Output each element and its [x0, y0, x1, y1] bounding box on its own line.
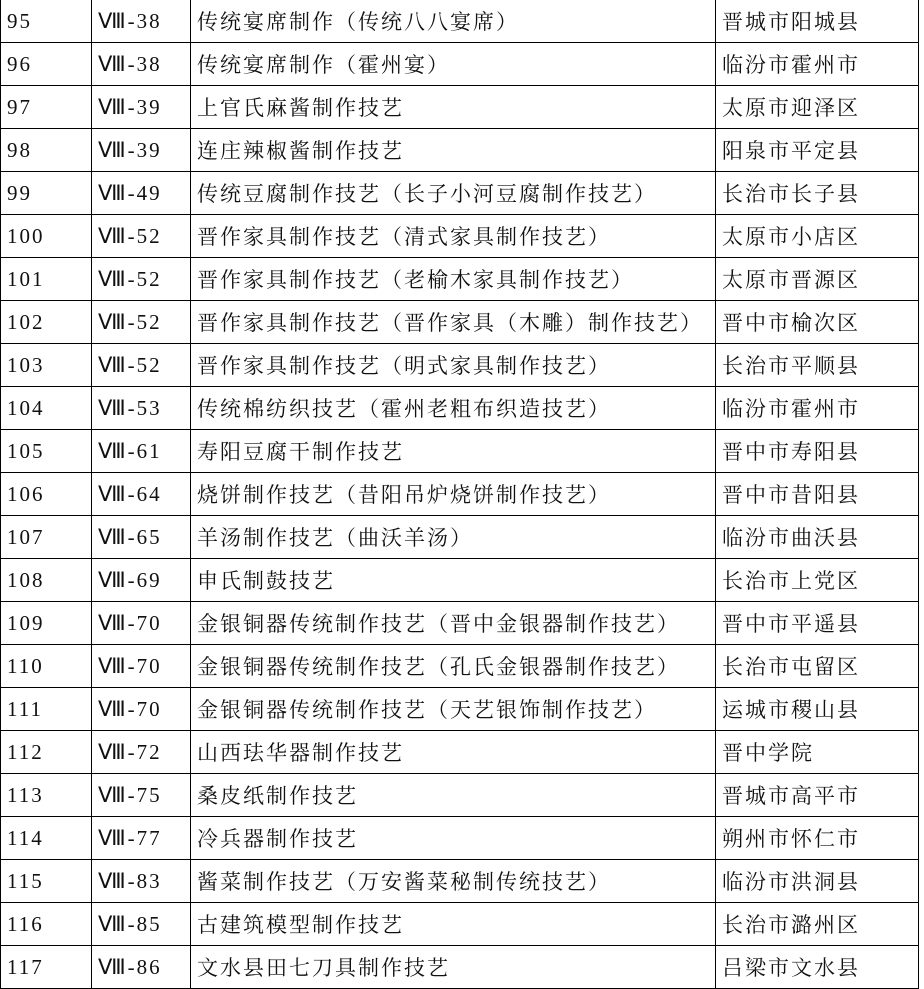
table-row: [1, 559, 919, 602]
table-row: [1, 817, 919, 860]
cell-project-name: 晋作家具制作技艺（老榆木家具制作技艺）: [191, 258, 716, 301]
cell-serial-number: 104: [1, 387, 92, 430]
cell-serial-number: 105: [1, 430, 92, 473]
cell-serial-number: 97: [1, 86, 92, 129]
cell-applicant-region: 临汾市洪洞县: [716, 860, 919, 903]
cell-project-code: Ⅷ-65: [92, 516, 191, 559]
cell-project-code: Ⅷ-53: [92, 387, 191, 430]
cell-serial-number: 95: [1, 0, 92, 43]
cell-project-code: Ⅷ-70: [92, 602, 191, 645]
cell-project-name: 寿阳豆腐干制作技艺: [191, 430, 716, 473]
cell-applicant-region: 晋中市寿阳县: [716, 430, 919, 473]
cell-serial-number: 115: [1, 860, 92, 903]
cell-project-name: 传统宴席制作（传统八八宴席）: [191, 0, 716, 43]
cell-applicant-region: 晋中市榆次区: [716, 301, 919, 344]
cell-project-code: Ⅷ-69: [92, 559, 191, 602]
cell-applicant-region: 晋中市平遥县: [716, 602, 919, 645]
cell-project-code: Ⅷ-70: [92, 645, 191, 688]
cell-project-code: Ⅷ-75: [92, 774, 191, 817]
cell-applicant-region: 吕梁市文水县: [716, 946, 919, 989]
cell-applicant-region: 朔州市怀仁市: [716, 817, 919, 860]
cell-project-name: 冷兵器制作技艺: [191, 817, 716, 860]
table-row: [1, 86, 919, 129]
cell-project-code: Ⅷ-64: [92, 473, 191, 516]
cell-applicant-region: 长治市潞州区: [716, 903, 919, 946]
cell-project-code: Ⅷ-86: [92, 946, 191, 989]
cell-applicant-region: 临汾市曲沃县: [716, 516, 919, 559]
cell-applicant-region: 运城市稷山县: [716, 688, 919, 731]
cell-project-name: 传统宴席制作（霍州宴）: [191, 43, 716, 86]
cell-applicant-region: 长治市屯留区: [716, 645, 919, 688]
cell-project-name: 金银铜器传统制作技艺（孔氏金银器制作技艺）: [191, 645, 716, 688]
table-row: [1, 473, 919, 516]
table-row: [1, 0, 919, 43]
cell-project-name: 金银铜器传统制作技艺（晋中金银器制作技艺）: [191, 602, 716, 645]
cell-project-code: Ⅷ-49: [92, 172, 191, 215]
cell-project-name: 文水县田七刀具制作技艺: [191, 946, 716, 989]
cell-applicant-region: 晋城市阳城县: [716, 0, 919, 43]
cell-applicant-region: 长治市长子县: [716, 172, 919, 215]
cell-project-code: Ⅷ-52: [92, 258, 191, 301]
cell-serial-number: 108: [1, 559, 92, 602]
cell-applicant-region: 长治市上党区: [716, 559, 919, 602]
cell-serial-number: 116: [1, 903, 92, 946]
table-body: [1, 0, 919, 989]
table-row: [1, 602, 919, 645]
cell-project-name: 传统棉纺织技艺（霍州老粗布织造技艺）: [191, 387, 716, 430]
cell-project-code: Ⅷ-77: [92, 817, 191, 860]
cell-project-name: 酱菜制作技艺（万安酱菜秘制传统技艺）: [191, 860, 716, 903]
table-row: [1, 430, 919, 473]
table-row: [1, 645, 919, 688]
table-row: [1, 774, 919, 817]
cell-project-code: Ⅷ-72: [92, 731, 191, 774]
cell-project-name: 晋作家具制作技艺（晋作家具（木雕）制作技艺）: [191, 301, 716, 344]
table-row: [1, 215, 919, 258]
cell-project-name: 上官氏麻酱制作技艺: [191, 86, 716, 129]
cell-applicant-region: 长治市平顺县: [716, 344, 919, 387]
cell-project-name: 烧饼制作技艺（昔阳吊炉烧饼制作技艺）: [191, 473, 716, 516]
cell-project-code: Ⅷ-70: [92, 688, 191, 731]
cell-project-code: Ⅷ-61: [92, 430, 191, 473]
cell-serial-number: 100: [1, 215, 92, 258]
cell-serial-number: 98: [1, 129, 92, 172]
cell-serial-number: 114: [1, 817, 92, 860]
cell-serial-number: 103: [1, 344, 92, 387]
table-row: [1, 860, 919, 903]
table-row: [1, 301, 919, 344]
cell-project-name: 传统豆腐制作技艺（长子小河豆腐制作技艺）: [191, 172, 716, 215]
cell-project-code: Ⅷ-38: [92, 0, 191, 43]
table-row: [1, 516, 919, 559]
table-row: [1, 344, 919, 387]
cell-project-code: Ⅷ-52: [92, 301, 191, 344]
cell-serial-number: 96: [1, 43, 92, 86]
cell-serial-number: 111: [1, 688, 92, 731]
cell-project-name: 连庄辣椒酱制作技艺: [191, 129, 716, 172]
cell-applicant-region: 临汾市霍州市: [716, 43, 919, 86]
cell-project-name: 羊汤制作技艺（曲沃羊汤）: [191, 516, 716, 559]
table-row: [1, 387, 919, 430]
cell-applicant-region: 临汾市霍州市: [716, 387, 919, 430]
cell-project-name: 晋作家具制作技艺（清式家具制作技艺）: [191, 215, 716, 258]
cell-applicant-region: 晋中学院: [716, 731, 919, 774]
table-row: [1, 688, 919, 731]
cell-serial-number: 109: [1, 602, 92, 645]
cell-applicant-region: 太原市小店区: [716, 215, 919, 258]
cell-serial-number: 102: [1, 301, 92, 344]
cell-project-name: 晋作家具制作技艺（明式家具制作技艺）: [191, 344, 716, 387]
cell-project-code: Ⅷ-39: [92, 129, 191, 172]
cell-project-code: Ⅷ-83: [92, 860, 191, 903]
cell-project-code: Ⅷ-39: [92, 86, 191, 129]
cell-project-name: 古建筑模型制作技艺: [191, 903, 716, 946]
cell-serial-number: 101: [1, 258, 92, 301]
cell-applicant-region: 太原市迎泽区: [716, 86, 919, 129]
cell-project-name: 金银铜器传统制作技艺（天艺银饰制作技艺）: [191, 688, 716, 731]
table-row: [1, 172, 919, 215]
cell-project-code: Ⅷ-52: [92, 344, 191, 387]
cell-project-code: Ⅷ-38: [92, 43, 191, 86]
cell-serial-number: 99: [1, 172, 92, 215]
cell-project-code: Ⅷ-52: [92, 215, 191, 258]
cell-project-name: 桑皮纸制作技艺: [191, 774, 716, 817]
cell-applicant-region: 太原市晋源区: [716, 258, 919, 301]
cell-project-code: Ⅷ-85: [92, 903, 191, 946]
table-row: [1, 946, 919, 989]
table-row: [1, 903, 919, 946]
cell-serial-number: 107: [1, 516, 92, 559]
cell-applicant-region: 晋城市高平市: [716, 774, 919, 817]
cell-project-name: 山西珐华器制作技艺: [191, 731, 716, 774]
cell-serial-number: 117: [1, 946, 92, 989]
table-row: [1, 43, 919, 86]
cell-applicant-region: 阳泉市平定县: [716, 129, 919, 172]
table-row: [1, 731, 919, 774]
table-row: [1, 258, 919, 301]
cell-serial-number: 113: [1, 774, 92, 817]
cell-serial-number: 112: [1, 731, 92, 774]
cell-serial-number: 110: [1, 645, 92, 688]
cell-project-name: 申氏制鼓技艺: [191, 559, 716, 602]
cell-serial-number: 106: [1, 473, 92, 516]
table-row: [1, 129, 919, 172]
cell-applicant-region: 晋中市昔阳县: [716, 473, 919, 516]
